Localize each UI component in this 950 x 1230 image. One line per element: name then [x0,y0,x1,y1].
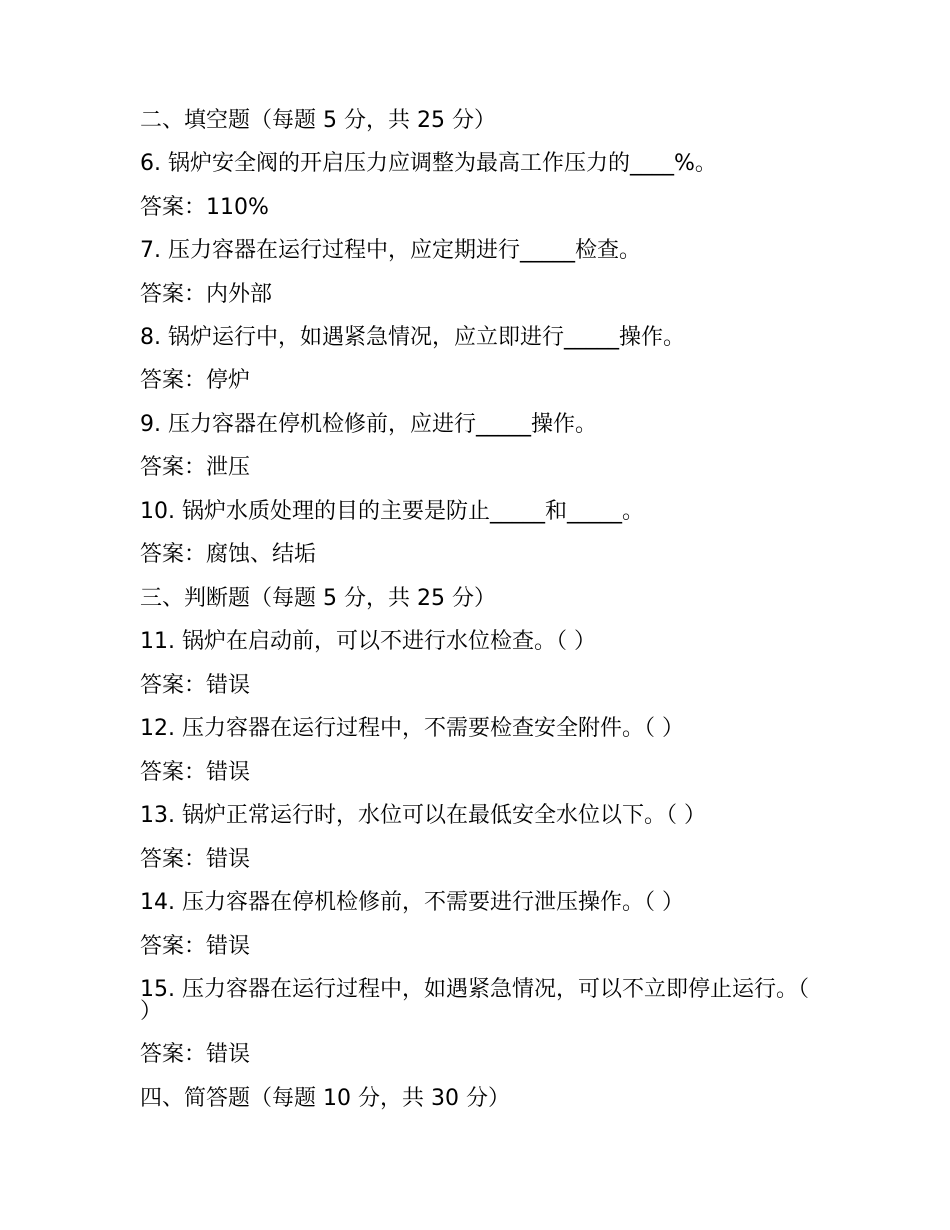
question-15: 15. 压力容器在运行过程中，如遇紧急情况，可以不立即停止运行。（ ） [140,977,809,1024]
answer-11: 答案：错误 [140,673,251,698]
question-14: 14. 压力容器在停机检修前，不需要进行泄压操作。（ ） [140,890,684,915]
answer-13: 答案：错误 [140,847,251,872]
answer-8: 答案：停炉 [140,368,251,393]
question-13: 13. 锅炉正常运行时，水位可以在最低安全水位以下。（ ） [140,803,706,828]
answer-12: 答案：错误 [140,760,251,785]
answer-10: 答案：腐蚀、结垢 [140,542,317,567]
answer-15: 答案：错误 [140,1042,251,1067]
answer-6: 答案：110% [140,195,269,220]
question-9: 9. 压力容器在停机检修前，应进行_____操作。 [140,412,597,437]
answer-14: 答案：错误 [140,934,251,959]
question-11: 11. 锅炉在启动前，可以不进行水位检查。（ ） [140,629,596,654]
section-heading-short-answer: 四、简答题（每题 10 分，共 30 分） [140,1086,510,1111]
question-8: 8. 锅炉运行中，如遇紧急情况，应立即进行_____操作。 [140,325,685,350]
answer-7: 答案：内外部 [140,282,273,307]
section-heading-fill-in-blank: 二、填空题（每题 5 分，共 25 分） [140,108,496,133]
section-heading-true-false: 三、判断题（每题 5 分，共 25 分） [140,586,496,611]
answer-9: 答案：泄压 [140,455,251,480]
question-12: 12. 压力容器在运行过程中，不需要检查安全附件。（ ） [140,716,684,741]
question-6: 6. 锅炉安全阀的开启压力应调整为最高工作压力的____%。 [140,151,717,176]
question-7: 7. 压力容器在运行过程中，应定期进行_____检查。 [140,238,641,263]
question-10: 10. 锅炉水质处理的目的主要是防止_____和_____。 [140,499,644,524]
